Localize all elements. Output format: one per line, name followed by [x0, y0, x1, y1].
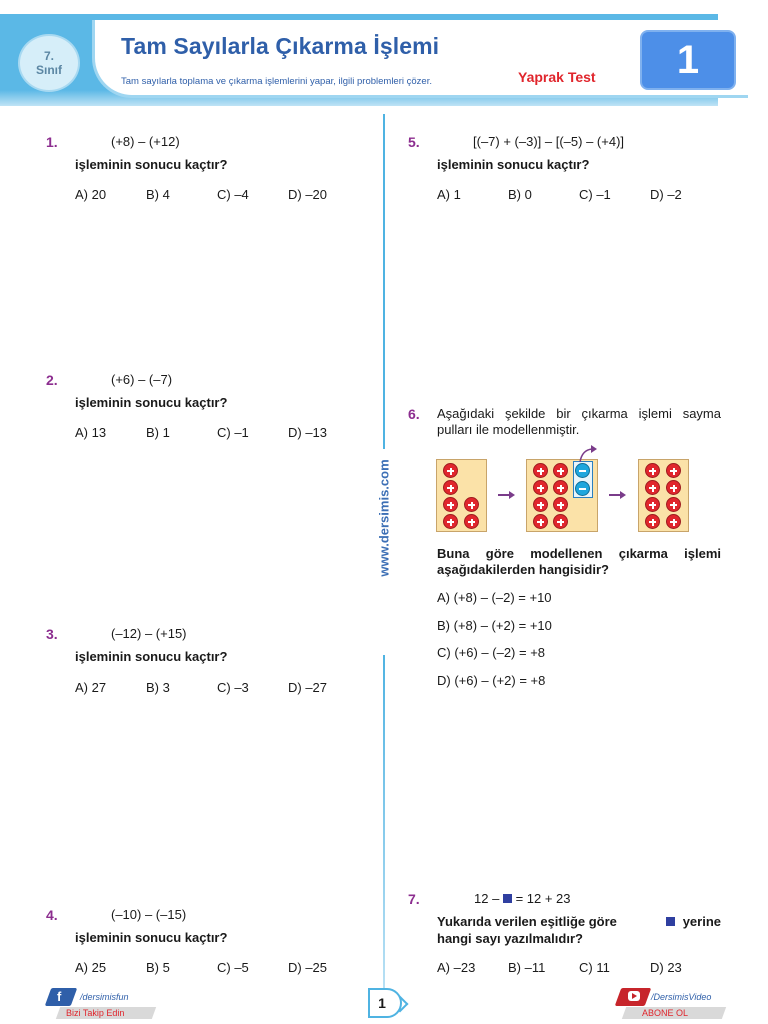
question-prompt: işleminin sonucu kaçtır?	[75, 649, 228, 664]
negative-counter	[575, 463, 590, 478]
test-number-badge: 1	[640, 30, 736, 90]
grade-number: 7.	[43, 49, 54, 63]
positive-counter	[533, 514, 548, 529]
question-prompt: işleminin sonucu kaçtır?	[437, 157, 590, 172]
page-number-badge	[368, 988, 402, 1018]
question-expression: (–10) – (–15)	[111, 907, 187, 922]
prompt-part-1: Yukarıda verilen eşitliğe göre	[437, 914, 617, 929]
positive-counter	[443, 514, 458, 529]
remove-arrow-icon	[578, 444, 600, 464]
question-prompt: işleminin sonucu kaçtır?	[75, 395, 228, 410]
option-d[interactable]: D) –20	[288, 187, 328, 202]
question-expression: [(–7) + (–3)] – [(–5) – (+4)]	[473, 134, 625, 149]
option-d[interactable]: D) –25	[288, 960, 328, 975]
question-number: 3.	[46, 626, 58, 642]
positive-counter	[464, 497, 479, 512]
grade-label: Sınıf	[36, 63, 62, 77]
question-number: 4.	[46, 907, 58, 923]
question-expression: (+8) – (+12)	[111, 134, 180, 149]
option-a[interactable]: A) 13	[75, 425, 107, 440]
option-c[interactable]: C) –1	[217, 425, 249, 440]
positive-counter	[645, 514, 660, 529]
option-d[interactable]: D) –2	[650, 187, 682, 202]
column-divider-bottom	[383, 655, 385, 1010]
positive-counter	[553, 480, 568, 495]
positive-counter	[645, 497, 660, 512]
option-a[interactable]: A) –23	[437, 960, 476, 975]
right-arrow-icon	[498, 494, 513, 496]
column-divider-top	[383, 114, 385, 449]
test-type-label: Yaprak Test	[518, 69, 596, 85]
site-url[interactable]: www.dersimis.com	[376, 459, 392, 577]
option-b[interactable]: B) 0	[508, 187, 532, 202]
positive-counter	[645, 463, 660, 478]
option-d[interactable]: D) (+6) – (+2) = +8	[437, 673, 546, 688]
follow-label[interactable]: Bizi Takip Edin	[66, 1008, 125, 1018]
question-expression: (–12) – (+15)	[111, 626, 187, 641]
removed-counters-box	[573, 461, 593, 498]
option-b[interactable]: B) (+8) – (+2) = +10	[437, 618, 552, 633]
subscribe-label[interactable]: ABONE OL	[642, 1008, 689, 1018]
option-b[interactable]: B) 5	[146, 960, 170, 975]
blank-square-icon	[503, 894, 512, 903]
positive-counter	[553, 514, 568, 529]
option-c[interactable]: C) 11	[579, 960, 610, 975]
model-card-result	[638, 459, 689, 532]
right-arrow-icon	[609, 494, 624, 496]
positive-counter	[533, 463, 548, 478]
positive-counter	[666, 463, 681, 478]
page-number: 1	[378, 995, 386, 1011]
positive-counter	[645, 480, 660, 495]
facebook-handle[interactable]: /dersimisfun	[80, 992, 129, 1002]
negative-counter	[575, 481, 590, 496]
positive-counter	[443, 497, 458, 512]
model-card-start	[436, 459, 487, 532]
positive-counter	[553, 497, 568, 512]
option-c[interactable]: C) (+6) – (–2) = +8	[437, 645, 546, 660]
positive-counter	[666, 480, 681, 495]
question-number: 2.	[46, 372, 58, 388]
positive-counter	[443, 463, 458, 478]
option-c[interactable]: C) –5	[217, 960, 249, 975]
expression-left: 12 –	[474, 891, 500, 906]
question-expression: (+6) – (–7)	[111, 372, 173, 387]
option-a[interactable]: A) 27	[75, 680, 107, 695]
option-b[interactable]: B) 4	[146, 187, 170, 202]
positive-counter	[666, 497, 681, 512]
positive-counter	[443, 480, 458, 495]
positive-counter	[666, 514, 681, 529]
question-prompt-line2: hangi sayı yazılmalıdır?	[437, 931, 583, 946]
option-d[interactable]: D) –13	[288, 425, 328, 440]
facebook-icon: f	[57, 989, 62, 1004]
question-intro: Aşağıdaki şekilde bir çıkarma işlemi sayma pulları ile modellenmiştir.	[437, 406, 721, 437]
option-a[interactable]: A) 25	[75, 960, 107, 975]
option-a[interactable]: A) (+8) – (–2) = +10	[437, 590, 552, 605]
blank-square-icon	[666, 917, 675, 926]
positive-counter	[533, 497, 548, 512]
option-c[interactable]: C) –4	[217, 187, 249, 202]
page-title: Tam Sayılarla Çıkarma İşlemi	[121, 33, 440, 59]
positive-counter	[553, 463, 568, 478]
question-prompt: işleminin sonucu kaçtır?	[75, 930, 228, 945]
question-expression	[474, 891, 571, 906]
option-a[interactable]: A) 20	[75, 187, 107, 202]
question-prompt: Buna göre modellenen çıkarma işlemi aşağıdakilerden hangisidir?	[437, 546, 721, 577]
option-b[interactable]: B) –11	[508, 960, 546, 975]
page-subtitle: Tam sayılarla toplama ve çıkarma işlemlerini yapar, ilgili problemleri çözer.	[121, 76, 432, 87]
positive-counter	[464, 514, 479, 529]
question-prompt-line1	[437, 914, 721, 929]
model-card-middle	[526, 459, 598, 532]
question-number: 1.	[46, 134, 58, 150]
prompt-part-2-text: yerine	[682, 914, 721, 929]
youtube-handle[interactable]: /DersimisVideo	[651, 992, 712, 1002]
option-d[interactable]: D) 23	[650, 960, 682, 975]
option-b[interactable]: B) 3	[146, 680, 170, 695]
question-number: 6.	[408, 406, 420, 422]
option-d[interactable]: D) –27	[288, 680, 328, 695]
option-c[interactable]: C) –1	[579, 187, 611, 202]
option-b[interactable]: B) 1	[146, 425, 170, 440]
question-number: 5.	[408, 134, 420, 150]
option-a[interactable]: A) 1	[437, 187, 461, 202]
positive-counter	[533, 480, 548, 495]
prompt-part-2	[666, 914, 721, 929]
question-prompt: işleminin sonucu kaçtır?	[75, 157, 228, 172]
question-number: 7.	[408, 891, 420, 907]
expression-right: = 12 + 23	[515, 891, 571, 906]
grade-badge	[18, 34, 80, 92]
option-c[interactable]: C) –3	[217, 680, 249, 695]
youtube-play-icon	[628, 991, 640, 1001]
